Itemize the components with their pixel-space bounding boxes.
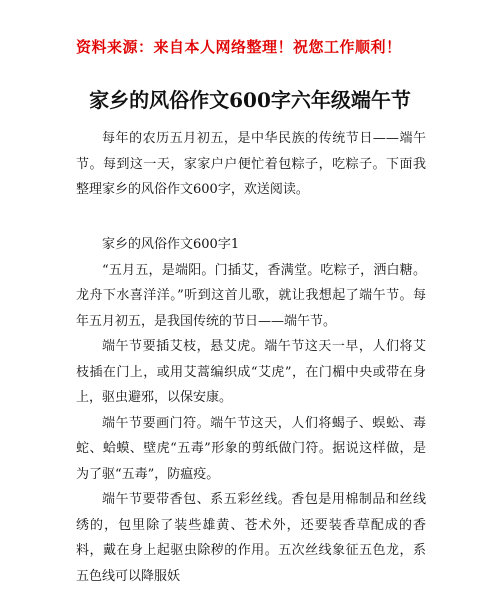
paragraph-1: “五月五，是端阳。门插艾，香满堂。吃粽子，洒白糖。龙舟下水喜洋洋。”听到这首儿歌，就让我想起了端午节。每年五月初五，是我国传统的节日——端午节。 <box>76 262 426 329</box>
paragraph-3: 端午节要画门符。端午节这天，人们将蝎子、蜈蚣、毒蛇、蛤蟆、壁虎“五毒”形象的剪纸做门符。据说这样做，是为了驱“五毒”，防瘟疫。 <box>76 415 426 482</box>
paragraph-4: 端午节要带香包、系五彩丝线。香包是用棉制品和丝线绣的，包里除了装些雄黄、苍术外，还要装香草配成的香料，戴在身上起驱虫除秽的作用。五次丝线象征五色龙，系五色线可以降服妖 <box>76 492 426 584</box>
document-title: 家乡的风俗作文600字六年级端午节 <box>89 88 411 112</box>
article-section <box>76 232 426 589</box>
intro-paragraph <box>76 126 426 203</box>
section-heading: 家乡的风俗作文600字1 <box>102 237 240 252</box>
paragraph-2: 端午节要插艾枝，悬艾虎。端午节这天一早，人们将艾枝插在门上，或用艾蒿编织成“艾虎”，在门楣中央或带在身上，驱虫避邪，以保安康。 <box>76 339 426 405</box>
intro-text: 每年的农历五月初五，是中华民族的传统节日——端午节。每到这一天，家家户户便忙着包粽子，吃粽子。下面我整理家乡的风俗作文600字，欢送阅读。 <box>76 131 426 197</box>
source-notice: 资料来源：来自本人网络整理！祝您工作顺利！ <box>76 38 402 56</box>
